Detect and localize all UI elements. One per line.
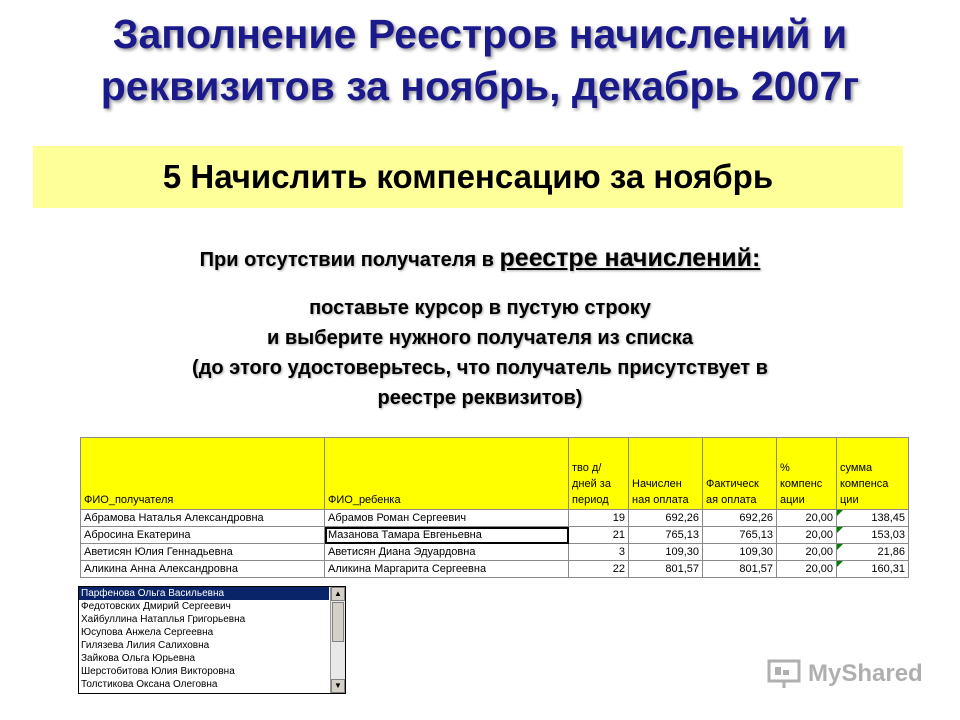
cell-actual[interactable]: 109,30 (703, 544, 777, 561)
cell-days[interactable]: 3 (569, 544, 629, 561)
slide-title (0, 8, 960, 112)
cell-sum[interactable]: 160,31 (837, 561, 909, 578)
step-banner-text: 5 Начислить компенсацию за ноябрь (162, 158, 774, 195)
slide-title-line-1: Заполнение Реестров начислений и (112, 11, 848, 57)
column-header-accrued[interactable]: Начислен ная оплата (629, 438, 703, 510)
instruction-body (0, 293, 960, 413)
scroll-down-arrow-icon[interactable]: ▼ (331, 679, 345, 693)
table-row (81, 561, 909, 578)
dropdown-option[interactable]: Хайбуллина Натаплья Григорьевна (81, 614, 246, 625)
instruction-heading (0, 244, 960, 273)
cell-empty[interactable] (569, 578, 629, 579)
table-row (81, 510, 909, 527)
column-header-actual[interactable]: Фактическ ая оплата (703, 438, 777, 510)
header-row (81, 438, 909, 510)
registry-link[interactable]: реестре начислений: (499, 244, 761, 272)
instruction-prefix: При отсутствии получателя в (199, 249, 500, 271)
dropdown-option[interactable]: Шерстобитова Юлия Викторовна (81, 666, 235, 677)
cell-child[interactable]: Аликина Маргарита Сергеевна (325, 561, 569, 578)
cell-actual[interactable]: 692,26 (703, 510, 777, 527)
cell-actual[interactable]: 801,57 (703, 561, 777, 578)
cell-actual[interactable]: 765,13 (703, 527, 777, 544)
cell-recipient[interactable]: Аветисян Юлия Геннадьевна (81, 544, 325, 561)
cell-empty[interactable] (629, 578, 703, 579)
cell-accrued[interactable]: 801,57 (629, 561, 703, 578)
cell-percent[interactable]: 20,00 (777, 510, 837, 527)
presentation-board-icon (766, 658, 802, 690)
step-banner (33, 146, 903, 208)
cell-percent[interactable]: 20,00 (777, 544, 837, 561)
cell-recipient[interactable]: Абросина Екатерина (81, 527, 325, 544)
cell-sum[interactable]: 21,86 (837, 544, 909, 561)
column-header-days[interactable]: тво д/дней за период (569, 438, 629, 510)
dropdown-option[interactable]: Гилязева Лилия Салиховна (81, 640, 210, 651)
instruction-line: и выберите нужного получателя из списка (267, 327, 693, 349)
spreadsheet (80, 437, 910, 578)
cell-days[interactable]: 21 (569, 527, 629, 544)
cell-accrued[interactable]: 109,30 (629, 544, 703, 561)
table-row-partial (81, 578, 909, 579)
cell-empty[interactable] (703, 578, 777, 579)
scroll-up-arrow-icon[interactable]: ▲ (331, 587, 345, 601)
dropdown-option[interactable]: Юсупова Анжела Сергеевна (81, 627, 214, 638)
column-header-percent[interactable]: % компенс ации (777, 438, 837, 510)
cell-empty[interactable] (837, 578, 909, 579)
cell-days[interactable]: 19 (569, 510, 629, 527)
dropdown-option[interactable]: Федотовских Дмирий Сергеевич (81, 601, 231, 612)
cell-empty[interactable] (777, 578, 837, 579)
column-header-recipient[interactable]: ФИО_получателя (81, 438, 325, 510)
cell-recipient[interactable]: Аликина Анна Александровна (81, 561, 325, 578)
cell-child-active[interactable]: Мазанова Тамара Евгеньевна (325, 527, 569, 544)
column-header-child[interactable]: ФИО_ребенка (325, 438, 569, 510)
slide-title-line-2: реквизитов за ноябрь, декабрь 2007г (100, 63, 860, 109)
cell-child[interactable]: Аветисян Диана Эдуардовна (325, 544, 569, 561)
cell-percent[interactable]: 20,00 (777, 561, 837, 578)
dropdown-option-selected[interactable]: Парфенова Ольга Васильевна (79, 587, 329, 600)
instruction-line: (до этого удостоверьтесь, что получатель присутствует в (192, 357, 768, 379)
cell-sum[interactable]: 153,03 (837, 527, 909, 544)
watermark-text: MyShared (808, 660, 923, 687)
cell-recipient[interactable]: Абрамова Наталья Александровна (81, 510, 325, 527)
dropdown-items (79, 587, 329, 691)
cell-accrued[interactable]: 765,13 (629, 527, 703, 544)
table-row (81, 544, 909, 561)
accruals-table (80, 437, 909, 578)
instruction-line: поставьте курсор в пустую строку (309, 297, 651, 319)
scroll-thumb[interactable] (332, 602, 344, 642)
recipient-dropdown-list[interactable] (78, 586, 346, 694)
cell-empty[interactable] (81, 578, 325, 579)
cell-child[interactable]: Абрамов Роман Сергеевич (325, 510, 569, 527)
cell-percent[interactable]: 20,00 (777, 527, 837, 544)
cell-accrued[interactable]: 692,26 (629, 510, 703, 527)
cell-empty[interactable] (325, 578, 569, 579)
cell-days[interactable]: 22 (569, 561, 629, 578)
column-header-sum[interactable]: сумма компенса ции (837, 438, 909, 510)
dropdown-option[interactable]: Толстикова Оксана Олеговна (81, 679, 218, 690)
instruction-line: реестре реквизитов) (377, 387, 583, 409)
watermark (766, 656, 923, 692)
table-row (81, 527, 909, 544)
dropdown-scrollbar[interactable] (330, 587, 345, 693)
dropdown-option[interactable]: Зайкова Ольга Юрьевна (81, 653, 196, 664)
cell-sum[interactable]: 138,45 (837, 510, 909, 527)
